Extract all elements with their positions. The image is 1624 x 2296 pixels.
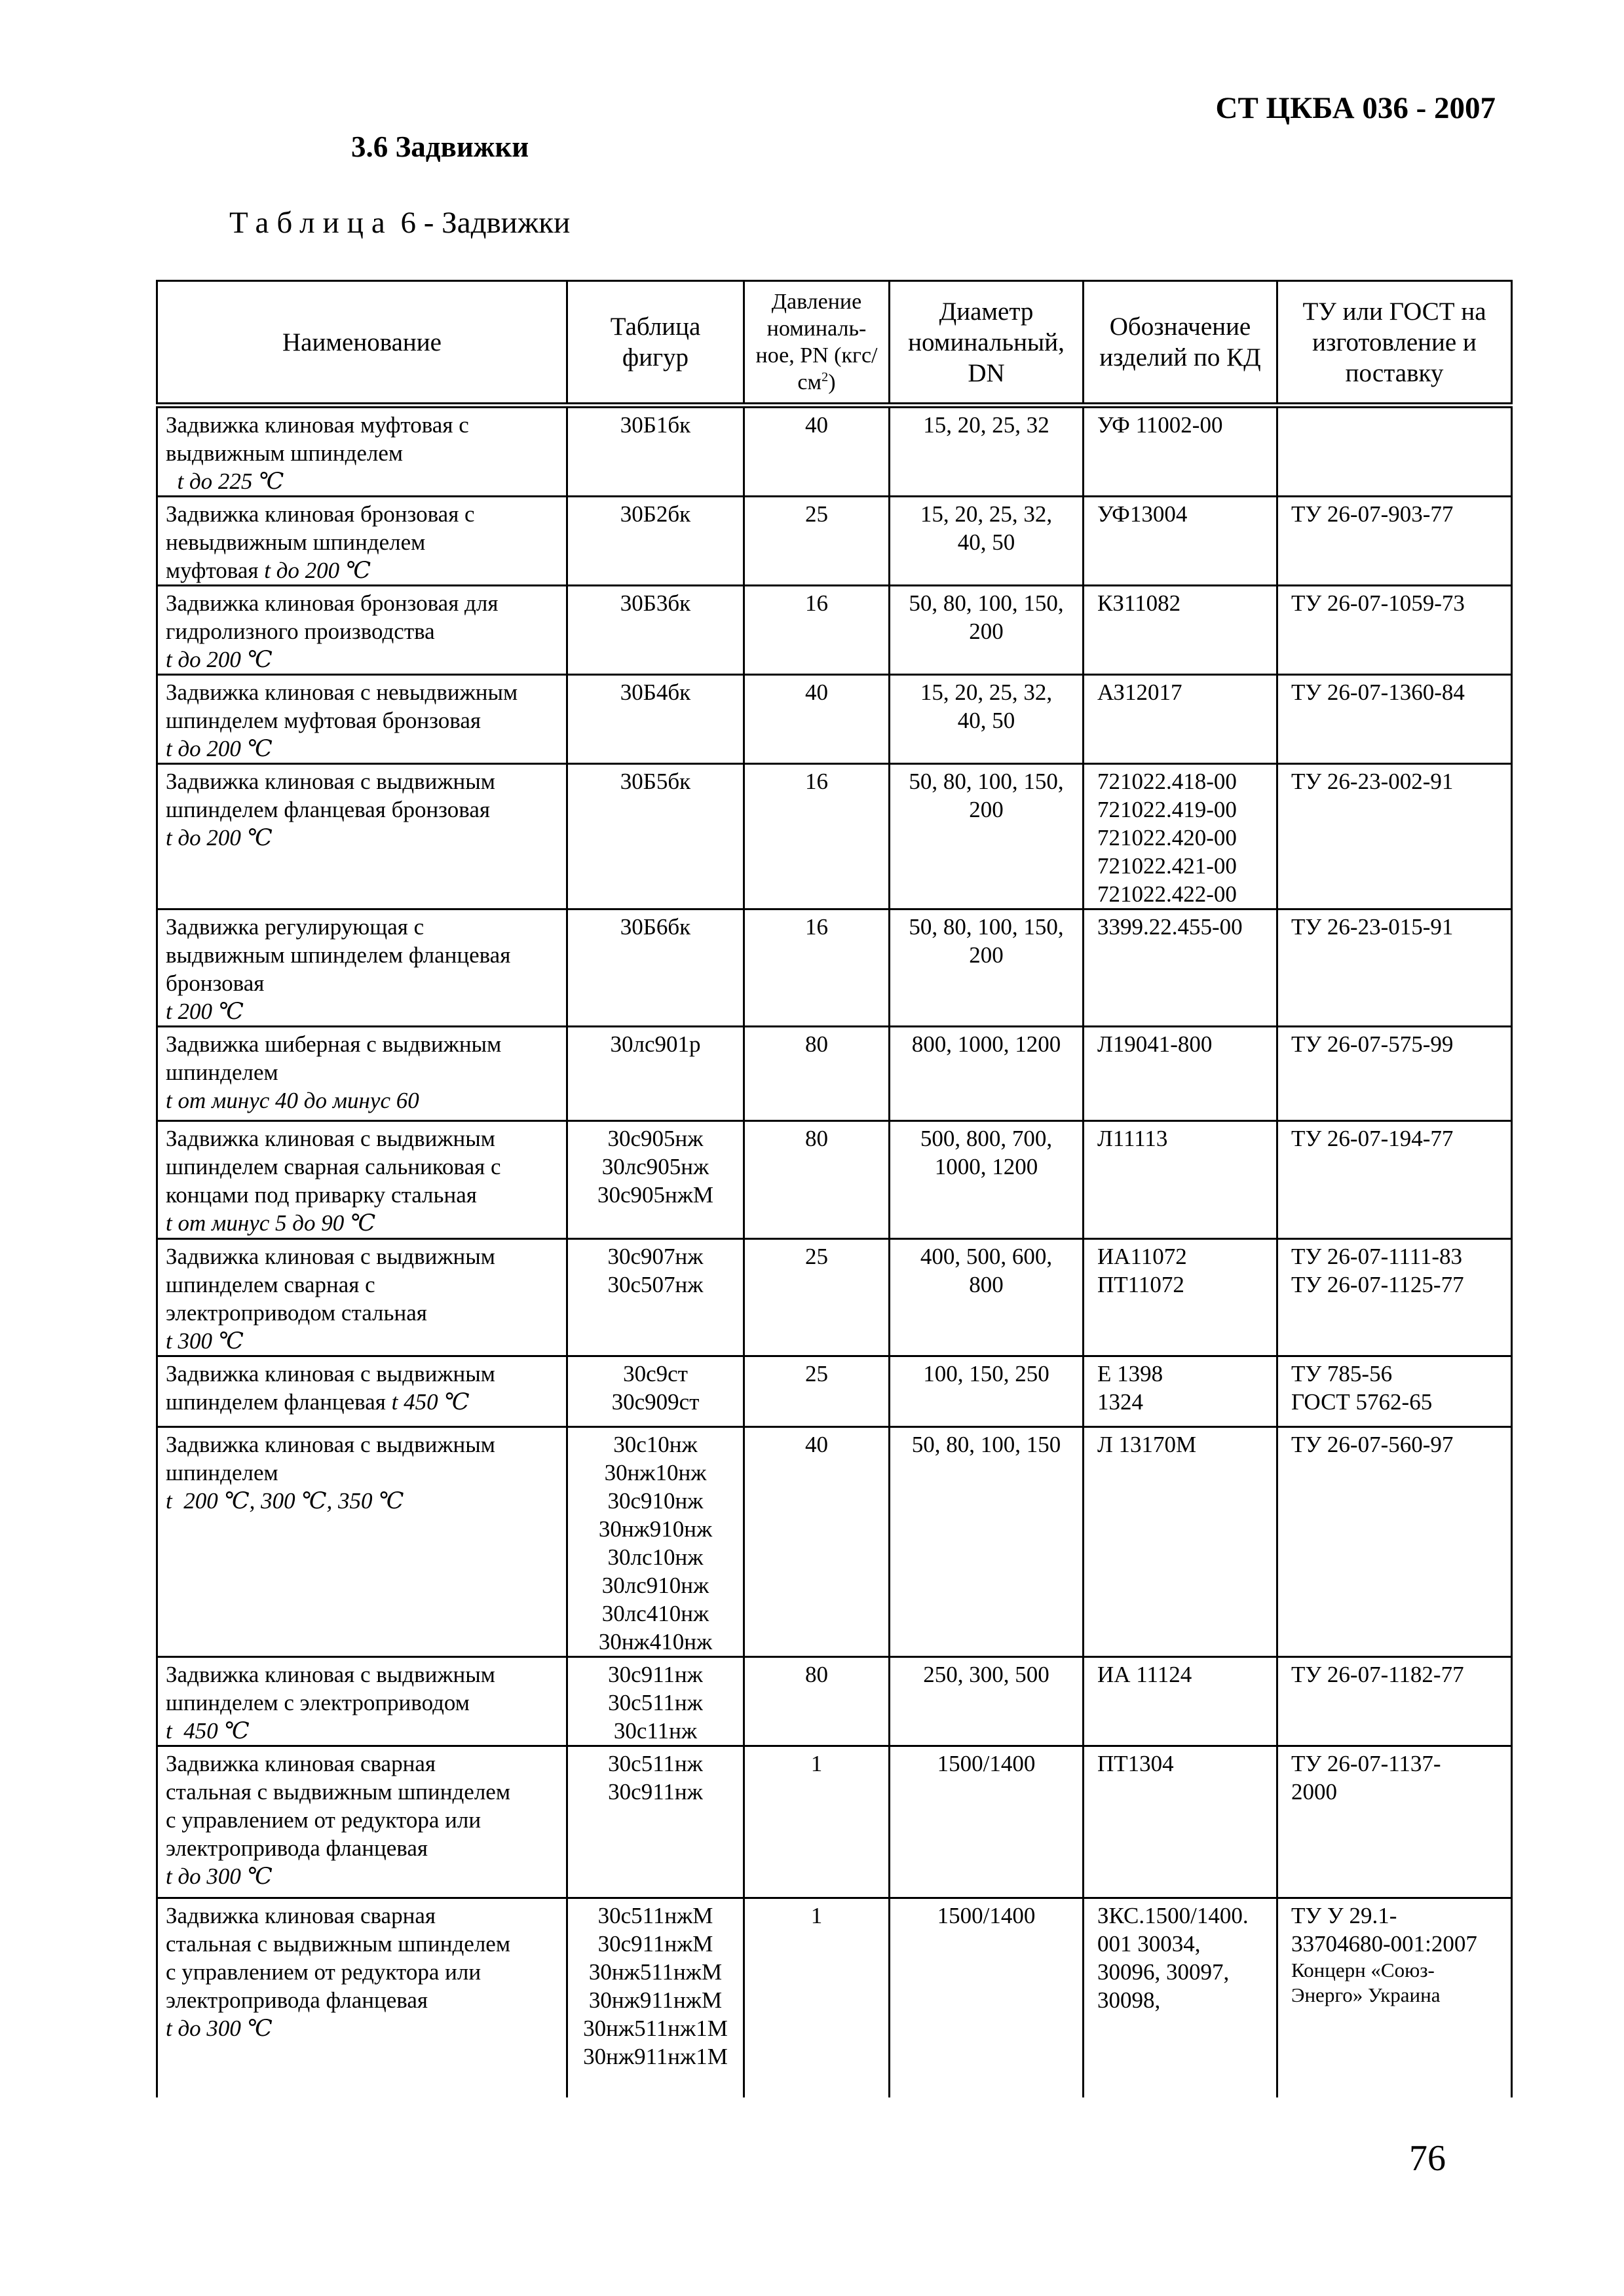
cell-figures [567, 1356, 744, 1427]
header-pressure [744, 281, 890, 406]
name-line: шпинделем сварная с [166, 1272, 375, 1297]
cell-line: 50, 80, 100, 150 [911, 1432, 1061, 1457]
cell-figures [567, 675, 744, 764]
name-line: шпинделем с электроприводом [166, 1690, 470, 1715]
cell-line: Энерго» Украина [1291, 1983, 1441, 2006]
cell-designation [1084, 1898, 1277, 2097]
cell-line: 1324 [1097, 1389, 1143, 1415]
cell-line: 30с10нж [613, 1432, 698, 1457]
cell-line: 721022.418-00 [1097, 769, 1237, 794]
cell-line: 40, 50 [957, 529, 1015, 555]
cell-line: ТУ 26-07-1360-84 [1291, 679, 1465, 705]
cell-line: 100, 150, 250 [923, 1361, 1049, 1387]
cell-line: 25 [805, 1361, 828, 1387]
cell-name [157, 909, 567, 1027]
cell-line: ТУ 26-07-194-77 [1291, 1126, 1454, 1151]
cell-line: ТУ 26-07-1111-83 [1291, 1244, 1462, 1269]
valves-table [156, 280, 1513, 2097]
cell-line: 30с905нжМ [597, 1182, 714, 1208]
cell-figures [567, 1898, 744, 2097]
cell-designation [1084, 1657, 1277, 1746]
cell-pressure [744, 406, 890, 497]
cell-name [157, 406, 567, 497]
name-line: электропривода фланцевая [166, 1835, 428, 1861]
cell-figures [567, 1657, 744, 1746]
name-line: стальная с выдвижным шпинделем [166, 1779, 510, 1805]
cell-standard [1277, 909, 1512, 1027]
header-figures: Таблица фигур [567, 281, 744, 406]
cell-line: ТУ 26-23-002-91 [1291, 769, 1454, 794]
name-line: Задвижка клиновая с выдвижным [166, 1244, 495, 1269]
cell-line: ТУ 26-07-1059-73 [1291, 590, 1465, 616]
cell-line: Л19041-800 [1097, 1031, 1213, 1057]
cell-line: 30лс410нж [601, 1601, 709, 1626]
table-row [157, 406, 1512, 497]
cell-line: 16 [805, 914, 828, 940]
cell-figures [567, 586, 744, 675]
cell-line: 40 [805, 1432, 828, 1457]
cell-line: Л 13170М [1097, 1432, 1197, 1457]
cell-figures [567, 1427, 744, 1657]
cell-line: 80 [805, 1126, 828, 1151]
name-line: выдвижным шпинделем фланцевая [166, 942, 511, 968]
cell-designation [1084, 764, 1277, 909]
cell-line: АЗ12017 [1097, 679, 1182, 705]
name-line: шпинделем фланцевая бронзовая [166, 797, 490, 822]
cell-diameter [890, 586, 1084, 675]
cell-name [157, 764, 567, 909]
cell-name [157, 1898, 567, 2097]
cell-line: 1500/1400 [937, 1903, 1036, 1928]
cell-line: 30с907нж [607, 1244, 704, 1269]
cell-line: 40 [805, 412, 828, 438]
cell-diameter [890, 1898, 1084, 2097]
cell-line: 2000 [1291, 1779, 1337, 1805]
name-line: с управлением от редуктора или [166, 1807, 482, 1833]
cell-line: 40 [805, 679, 828, 705]
cell-line: 40, 50 [957, 708, 1015, 733]
table-caption-rest: 6 - Задвижки [392, 206, 571, 240]
cell-pressure [744, 1898, 890, 2097]
temperature-text: t 200 ℃ [166, 999, 244, 1024]
cell-diameter [890, 406, 1084, 497]
cell-figures [567, 764, 744, 909]
name-line: шпинделем сварная сальниковая с [166, 1154, 501, 1179]
temperature-text: t до 200 ℃ [166, 647, 273, 672]
cell-line: 30с511нж [608, 1751, 703, 1776]
name-line: шпинделем фланцевая t 450 ℃ [166, 1389, 470, 1415]
cell-line: 500, 800, 700, [920, 1126, 1053, 1151]
cell-line: 800 [969, 1272, 1004, 1297]
cell-pressure [744, 1027, 890, 1121]
cell-line: 30нж910нж [598, 1516, 713, 1542]
cell-line: 721022.420-00 [1097, 825, 1237, 851]
cell-line: 30098, [1097, 1987, 1161, 2013]
cell-name [157, 1746, 567, 1898]
cell-line: 16 [805, 769, 828, 794]
cell-standard [1277, 1356, 1512, 1427]
cell-figures [567, 1121, 744, 1239]
temperature-text: t от минус 40 до минус 60 [166, 1088, 419, 1113]
name-line: Задвижка клиновая с невыдвижным [166, 679, 518, 705]
cell-line: 30Б3бк [620, 590, 691, 616]
cell-line: 15, 20, 25, 32 [923, 412, 1049, 438]
cell-line: 1000, 1200 [934, 1154, 1038, 1179]
cell-line: ТУ 785-56 [1291, 1361, 1393, 1387]
cell-standard [1277, 1239, 1512, 1356]
name-line: Задвижка клиновая с выдвижным [166, 1662, 495, 1687]
cell-designation [1084, 1427, 1277, 1657]
cell-designation [1084, 586, 1277, 675]
cell-diameter [890, 675, 1084, 764]
cell-line: 30с905нж [607, 1126, 704, 1151]
cell-name [157, 1239, 567, 1356]
cell-diameter [890, 1239, 1084, 1356]
cell-line: ТУ 26-07-1125-77 [1291, 1272, 1464, 1297]
cell-designation [1084, 1239, 1277, 1356]
cell-line: 30нж511нж1М [583, 2016, 728, 2041]
temperature-text: t до 200 ℃ [166, 825, 273, 851]
table-row [157, 586, 1512, 675]
cell-line: 30лс10нж [607, 1544, 704, 1570]
cell-pressure [744, 1427, 890, 1657]
cell-standard [1277, 1121, 1512, 1239]
table-row [157, 675, 1512, 764]
cell-line: ИА 11124 [1097, 1662, 1192, 1687]
table-row [157, 1427, 1512, 1657]
cell-line: УФ13004 [1097, 501, 1188, 527]
temperature-text: t от минус 5 до 90 ℃ [166, 1210, 376, 1236]
cell-line: Концерн «Союз- [1291, 1959, 1435, 1981]
cell-name [157, 1027, 567, 1121]
cell-line: 721022.422-00 [1097, 881, 1237, 907]
cell-diameter [890, 1027, 1084, 1121]
cell-diameter [890, 1427, 1084, 1657]
table-row [157, 1239, 1512, 1356]
cell-standard [1277, 764, 1512, 909]
cell-pressure [744, 675, 890, 764]
name-line: Задвижка клиновая бронзовая для [166, 590, 499, 616]
cell-name [157, 1427, 567, 1657]
cell-line: ПТ11072 [1097, 1272, 1184, 1297]
cell-standard [1277, 586, 1512, 675]
cell-figures [567, 909, 744, 1027]
cell-line: 30с909ст [611, 1389, 700, 1415]
cell-name [157, 1356, 567, 1427]
cell-designation [1084, 675, 1277, 764]
cell-line: 1500/1400 [937, 1751, 1036, 1776]
cell-line: 30Б4бк [620, 679, 691, 705]
cell-line: 15, 20, 25, 32, [920, 679, 1053, 705]
temperature-text: t 450 ℃ [166, 1718, 250, 1744]
table-caption-word: Таблица [229, 206, 393, 240]
cell-line: Л11113 [1097, 1126, 1168, 1151]
cell-figures [567, 1027, 744, 1121]
cell-pressure [744, 1356, 890, 1427]
cell-line: ИА11072 [1097, 1244, 1187, 1269]
cell-standard [1277, 1427, 1512, 1657]
cell-line: 800, 1000, 1200 [911, 1031, 1061, 1057]
cell-line: 30с910нж [607, 1488, 704, 1514]
header-designation: Обозначение изделий по КД [1084, 281, 1277, 406]
name-line: электропривода фланцевая [166, 1987, 428, 2013]
cell-name [157, 497, 567, 586]
cell-line: 250, 300, 500 [923, 1662, 1049, 1687]
cell-line: 50, 80, 100, 150, [909, 769, 1064, 794]
cell-standard [1277, 1657, 1512, 1746]
cell-diameter [890, 764, 1084, 909]
cell-line: 16 [805, 590, 828, 616]
table-row [157, 764, 1512, 909]
cell-line: 30с507нж [607, 1272, 704, 1297]
temperature-text: t до 200 ℃ [166, 736, 273, 761]
name-line: концами под приварку стальная [166, 1182, 477, 1208]
cell-standard [1277, 1027, 1512, 1121]
cell-line: 30лс905нж [601, 1154, 709, 1179]
table-header-row [157, 281, 1512, 406]
cell-line: 50, 80, 100, 150, [909, 914, 1064, 940]
name-line: электроприводом стальная [166, 1300, 427, 1326]
name-line: Задвижка клиновая сварная [166, 1751, 436, 1776]
cell-line: 3399.22.455-00 [1097, 914, 1243, 940]
cell-line: ТУ У 29.1- [1291, 1903, 1397, 1928]
cell-line: 30096, 30097, [1097, 1959, 1230, 1985]
cell-line: ТУ 26-07-1137- [1291, 1751, 1441, 1776]
cell-name [157, 675, 567, 764]
cell-line: 25 [805, 1244, 828, 1269]
cell-figures [567, 1746, 744, 1898]
cell-diameter [890, 909, 1084, 1027]
cell-standard [1277, 1898, 1512, 2097]
table-row [157, 909, 1512, 1027]
temperature-text: t до 200 ℃ [264, 558, 371, 583]
name-line: невыдвижным шпинделем [166, 529, 426, 555]
name-line: Задвижка клиновая с выдвижным [166, 769, 495, 794]
header-name: Наименование [157, 281, 567, 406]
cell-designation [1084, 909, 1277, 1027]
cell-diameter [890, 497, 1084, 586]
table-row [157, 497, 1512, 586]
cell-pressure [744, 1239, 890, 1356]
temperature-text: t 300 ℃ [166, 1328, 244, 1354]
cell-line: ТУ 26-07-903-77 [1291, 501, 1454, 527]
cell-line: 30с911нж [608, 1779, 703, 1805]
cell-line: ТУ 26-07-560-97 [1291, 1432, 1454, 1457]
cell-designation [1084, 1027, 1277, 1121]
cell-line: ТУ 26-07-575-99 [1291, 1031, 1454, 1057]
page-number: 76 [1409, 2138, 1446, 2179]
cell-line: 200 [969, 942, 1004, 968]
cell-diameter [890, 1121, 1084, 1239]
name-line: Задвижка шиберная с выдвижным [166, 1031, 502, 1057]
cell-designation [1084, 1121, 1277, 1239]
cell-standard [1277, 497, 1512, 586]
name-line: шпинделем муфтовая бронзовая [166, 708, 481, 733]
section-title: 3.6 Задвижки [351, 130, 529, 163]
name-line: Задвижка клиновая сварная [166, 1903, 436, 1928]
cell-line: 30с9ст [623, 1361, 688, 1387]
cell-pressure [744, 1657, 890, 1746]
name-line: с управлением от редуктора или [166, 1959, 482, 1985]
cell-line: 30Б5бк [620, 769, 691, 794]
cell-pressure [744, 1121, 890, 1239]
name-line: стальная с выдвижным шпинделем [166, 1931, 510, 1957]
cell-line: 001 30034, [1097, 1931, 1201, 1957]
cell-line: 30лс910нж [601, 1573, 709, 1598]
cell-line: 400, 500, 600, [920, 1244, 1053, 1269]
table-row [157, 1121, 1512, 1239]
temperature-text: t до 225 ℃ [166, 469, 284, 494]
cell-line: 80 [805, 1031, 828, 1057]
temperature-text: t до 300 ℃ [166, 2016, 273, 2041]
name-line: Задвижка клиновая с выдвижным [166, 1361, 495, 1387]
cell-line: 30с511нжМ [597, 1903, 713, 1928]
cell-line: УФ 11002-00 [1097, 412, 1223, 438]
cell-pressure [744, 497, 890, 586]
table-row [157, 1657, 1512, 1746]
cell-line: 200 [969, 619, 1004, 644]
table-row [157, 1356, 1512, 1427]
name-line: Задвижка клиновая с выдвижным [166, 1126, 495, 1151]
cell-designation [1084, 497, 1277, 586]
table-row [157, 1027, 1512, 1121]
cell-line: 25 [805, 501, 828, 527]
cell-line: 30с511нж [608, 1690, 703, 1715]
cell-line: 30нж410нж [598, 1629, 713, 1655]
table-caption [229, 205, 570, 240]
cell-pressure [744, 764, 890, 909]
cell-line: 30лс901р [610, 1031, 701, 1057]
cell-line: 30нж911нжМ [588, 1987, 723, 2013]
cell-line: 30нж511нжМ [588, 1959, 723, 1985]
cell-diameter [890, 1657, 1084, 1746]
cell-line: ПТ1304 [1097, 1751, 1174, 1776]
cell-line: 30Б2бк [620, 501, 691, 527]
cell-line: Е 1398 [1097, 1361, 1163, 1387]
table-row [157, 1898, 1512, 2097]
cell-pressure [744, 1746, 890, 1898]
cell-designation [1084, 1746, 1277, 1898]
cell-line: 30нж911нж1М [583, 2044, 728, 2069]
cell-pressure [744, 909, 890, 1027]
cell-figures [567, 1239, 744, 1356]
cell-line: 33704680-001:2007 [1291, 1931, 1477, 1957]
name-line: Задвижка клиновая бронзовая с [166, 501, 475, 527]
cell-line: 721022.419-00 [1097, 797, 1237, 822]
cell-line: КЗ11082 [1097, 590, 1181, 616]
cell-line: ТУ 26-07-1182-77 [1291, 1662, 1464, 1687]
cell-line: 15, 20, 25, 32, [920, 501, 1053, 527]
cell-line: ТУ 26-23-015-91 [1291, 914, 1454, 940]
document-code: СТ ЦКБА 036 - 2007 [1215, 91, 1496, 125]
cell-name [157, 1121, 567, 1239]
cell-line: 1 [810, 1903, 823, 1928]
cell-line: 30нж10нж [604, 1460, 707, 1485]
cell-figures [567, 406, 744, 497]
cell-line: ГОСТ 5762-65 [1291, 1389, 1433, 1415]
name-line: Задвижка клиновая муфтовая с [166, 412, 469, 438]
cell-diameter [890, 1746, 1084, 1898]
cell-line: 30с911нж [608, 1662, 703, 1687]
header-standard: ТУ или ГОСТ на изготовление и поставку [1277, 281, 1512, 406]
name-line: выдвижным шпинделем [166, 440, 404, 466]
name-line: гидролизного производства [166, 619, 435, 644]
name-line: шпинделем [166, 1460, 278, 1485]
cell-line: 30Б1бк [620, 412, 691, 438]
superscript-2: 2 [821, 370, 829, 385]
cell-standard [1277, 1746, 1512, 1898]
temperature-text: t 450 ℃ [391, 1389, 470, 1415]
name-line: Задвижка клиновая с выдвижным [166, 1432, 495, 1457]
cell-designation [1084, 406, 1277, 497]
header-diameter: Диаметр номинальный, DN [890, 281, 1084, 406]
cell-line: ЗКС.1500/1400. [1097, 1903, 1249, 1928]
cell-line: 50, 80, 100, 150, [909, 590, 1064, 616]
name-line: муфтовая t до 200 ℃ [166, 558, 371, 583]
name-line: шпинделем [166, 1060, 278, 1085]
name-line: Задвижка регулирующая с [166, 914, 425, 940]
cell-line: 30с911нжМ [597, 1931, 713, 1957]
cell-line: 80 [805, 1662, 828, 1687]
cell-pressure [744, 586, 890, 675]
cell-line: 1 [810, 1751, 823, 1776]
cell-name [157, 586, 567, 675]
cell-line: 30Б6бк [620, 914, 691, 940]
cell-figures [567, 497, 744, 586]
cell-diameter [890, 1356, 1084, 1427]
cell-line: 30с11нж [613, 1718, 698, 1744]
temperature-text: t до 300 ℃ [166, 1864, 273, 1889]
table-row [157, 1746, 1512, 1898]
header-pressure-text: Давление номиналь-ное, PN $(кгс/см^2)$ [755, 290, 878, 394]
cell-standard [1277, 675, 1512, 764]
cell-standard [1277, 406, 1512, 497]
cell-line: 200 [969, 797, 1004, 822]
cell-line: 721022.421-00 [1097, 853, 1237, 879]
temperature-text: t 200 ℃, 300 ℃, 350 ℃ [166, 1488, 404, 1514]
name-line: бронзовая [166, 970, 265, 996]
cell-designation [1084, 1356, 1277, 1427]
cell-name [157, 1657, 567, 1746]
